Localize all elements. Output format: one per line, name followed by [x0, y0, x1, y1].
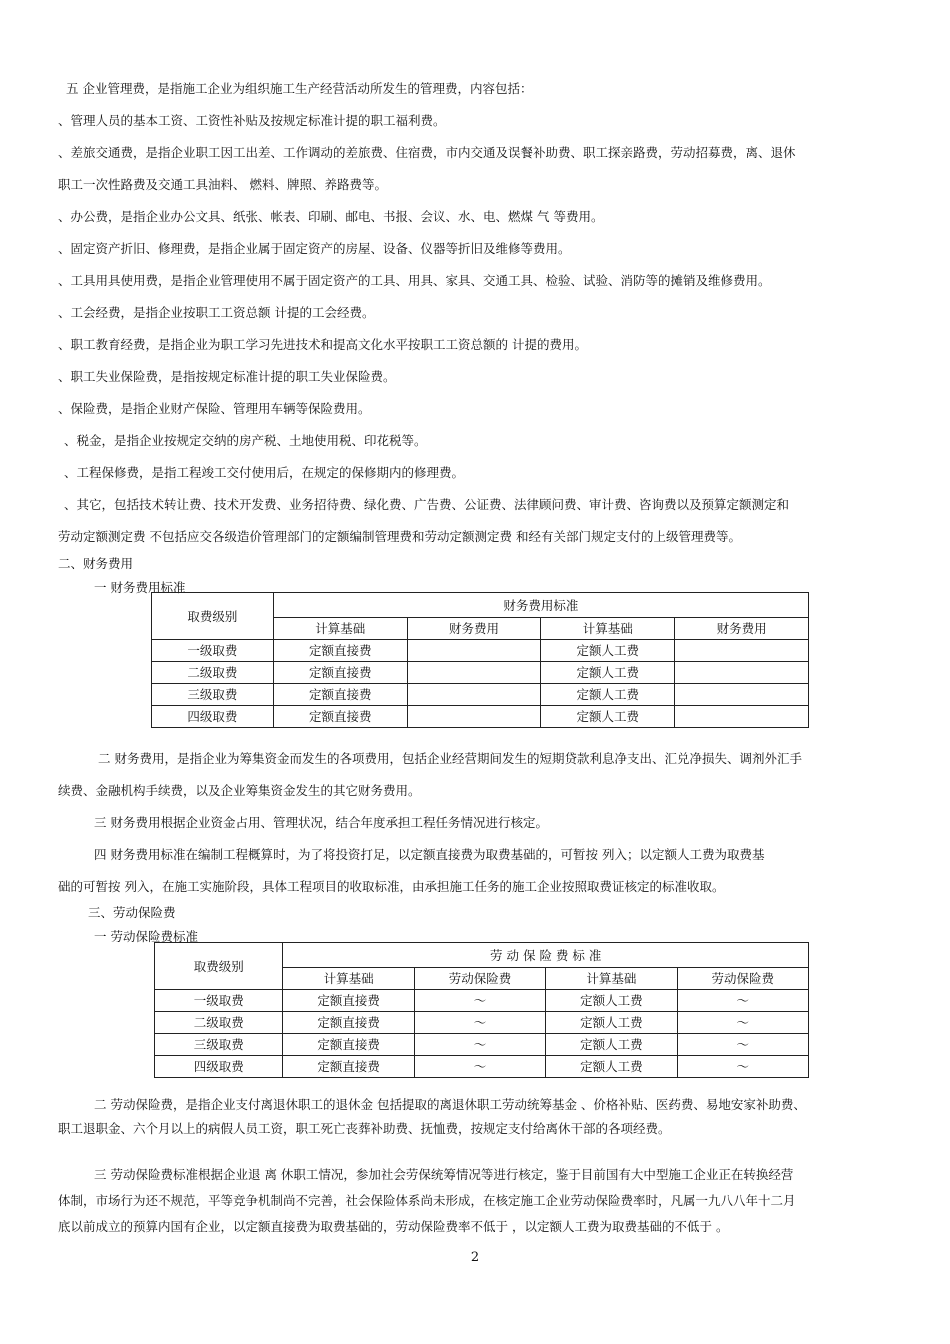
section-heading-management-fee: 五 企业管理费，是指施工企业为组织施工生产经营活动所发生的管理费，内容包括： — [66, 81, 533, 96]
table-cell: 四级取费 — [152, 706, 274, 728]
table-cell: 四级取费 — [155, 1056, 283, 1078]
table-cell: 定额直接费 — [283, 1056, 414, 1078]
table-header-level: 取费级别 — [152, 593, 274, 640]
table-cell — [407, 640, 541, 662]
table-cell: 一级取费 — [155, 990, 283, 1012]
table-row — [155, 1034, 809, 1056]
paragraph: 三 财务费用根据企业资金占用、管理状况，结合年度承担工程任务情况进行核定。 — [94, 815, 548, 830]
table-cell: 定额直接费 — [283, 1034, 414, 1056]
table-header-cell: 计算基础 — [546, 968, 677, 990]
table-cell: 二级取费 — [155, 1012, 283, 1034]
table-row — [155, 1012, 809, 1034]
list-item: 、工程保修费，是指工程竣工交付使用后，在规定的保修期内的修理费。 — [64, 465, 465, 480]
table-header-cell: 财务费用 — [675, 618, 809, 640]
table-cell: 定额直接费 — [273, 684, 407, 706]
table-row — [152, 640, 809, 662]
table-cell: ～ — [677, 1012, 808, 1034]
table-cell — [407, 662, 541, 684]
list-item: 、办公费，是指企业办公文具、纸张、帐表、印刷、邮电、书报、会议、水、电、燃煤 气 等费用。 — [58, 209, 604, 224]
table-cell: 定额直接费 — [283, 990, 414, 1012]
list-item: 、工会经费，是指企业按职工工资总额 计提的工会经费。 — [58, 305, 375, 320]
table-cell: ～ — [677, 990, 808, 1012]
paragraph: 职工退职金、六个月以上的病假人员工资，职工死亡丧葬补助费、抚恤费，按规定支付给离休干部的各项经费。 — [58, 1121, 671, 1136]
list-item: 、保险费，是指企业财产保险、管理用车辆等保险费用。 — [58, 401, 371, 416]
table-cell: 三级取费 — [152, 684, 274, 706]
table-row — [152, 662, 809, 684]
list-item: 、工具用具使用费，是指企业管理使用不属于固定资产的工具、用具、家具、交通工具、检验、试验、消防等的摊销及维修费用。 — [58, 273, 771, 288]
list-item: 、税金，是指企业按规定交纳的房产税、土地使用税、印花税等。 — [64, 433, 427, 448]
subheading-finance-standard: 一 财务费用标准 — [94, 580, 186, 595]
table-header-cell: 计算基础 — [283, 968, 414, 990]
list-item: 职工一次性路费及交通工具油料、 燃料、牌照、养路费等。 — [58, 177, 387, 192]
section-heading-labor-insurance: 三、劳动保险费 — [88, 905, 176, 920]
table-row — [155, 990, 809, 1012]
table-row — [152, 684, 809, 706]
table-header-cell: 劳动保险费 — [414, 968, 545, 990]
paragraph: 础的可暂按 列入，在施工实施阶段，具体工程项目的收取标准，由承担施工任务的施工企业按照取费证核定的标准收取。 — [58, 879, 725, 894]
table-cell — [675, 706, 809, 728]
paragraph: 二 劳动保险费，是指企业支付离退休职工的退休金 包括提取的离退休职工劳动统筹基金 、价格补贴、医药费、易地安家补助费、 — [94, 1097, 806, 1112]
table-header-group: 劳 动 保 险 费 标 准 — [283, 943, 809, 968]
table-cell: 定额人工费 — [541, 662, 675, 684]
list-item: 、管理人员的基本工资、工资性补贴及按规定标准计提的职工福利费。 — [58, 113, 446, 128]
table-cell — [407, 706, 541, 728]
table-row — [155, 1056, 809, 1078]
table-cell — [675, 640, 809, 662]
table-header-cell: 计算基础 — [541, 618, 675, 640]
section-heading-finance: 二、财务费用 — [58, 556, 134, 571]
table-header-cell: 财务费用 — [407, 618, 541, 640]
paragraph: 三 劳动保险费标准根据企业退 离 休职工情况，参加社会劳保统筹情况等进行核定，鉴于目前国有大中型施工企业正在转换经营 — [94, 1167, 794, 1182]
table-header-cell: 计算基础 — [273, 618, 407, 640]
table-cell — [675, 684, 809, 706]
page-number: 2 — [470, 1250, 480, 1265]
table-cell: 定额人工费 — [541, 640, 675, 662]
table-cell: 定额人工费 — [541, 684, 675, 706]
paragraph: 体制，市场行为还不规范，平等竞争机制尚不完善，社会保险体系尚未形成，在核定施工企业劳动保险费率时，凡属一九八八年十二月 — [58, 1193, 796, 1208]
table-cell: 定额直接费 — [273, 640, 407, 662]
list-item: 、固定资产折旧、修理费，是指企业属于固定资产的房屋、设备、仪器等折旧及维修等费用。 — [58, 241, 571, 256]
table-header-level: 取费级别 — [155, 943, 283, 990]
table-cell: 二级取费 — [152, 662, 274, 684]
table-cell: 定额人工费 — [546, 990, 677, 1012]
table-header-group: 财务费用标准 — [273, 593, 808, 618]
table-cell: 一级取费 — [152, 640, 274, 662]
list-item: 、其它，包括技术转让费、技术开发费、业务招待费、绿化费、广告费、公证费、法律顾问费、审计费、咨询费以及预算定额测定和 — [64, 497, 790, 512]
table-cell: ～ — [414, 1012, 545, 1034]
table-cell: ～ — [414, 1034, 545, 1056]
paragraph: 二 财务费用，是指企业为筹集资金而发生的各项费用，包括企业经营期间发生的短期贷款利息净支出、汇兑净损失、调剂外汇手 — [98, 751, 802, 766]
table-cell: 三级取费 — [155, 1034, 283, 1056]
table-cell: 定额人工费 — [546, 1034, 677, 1056]
list-item: 、职工失业保险费，是指按规定标准计提的职工失业保险费。 — [58, 369, 396, 384]
paragraph: 底以前成立的预算内国有企业，以定额直接费为取费基础的，劳动保险费率不低于 ，以定额人工费为取费基础的不低于 。 — [58, 1219, 729, 1234]
finance-standard-table — [151, 592, 809, 728]
paragraph: 四 财务费用标准在编制工程概算时，为了将投资打足，以定额直接费为取费基础的，可暂按 列入；以定额人工费为取费基 — [94, 847, 765, 862]
list-item: 、差旅交通费，是指企业职工因工出差、工作调动的差旅费、住宿费，市内交通及误餐补助费、职工探亲路费，劳动招募费，离、退休 — [58, 145, 796, 160]
table-header-cell: 劳动保险费 — [677, 968, 808, 990]
table-cell: 定额直接费 — [273, 662, 407, 684]
paragraph: 续费、金融机构手续费，以及企业筹集资金发生的其它财务费用。 — [58, 783, 421, 798]
table-cell: ～ — [414, 1056, 545, 1078]
list-item: 劳动定额测定费 不包括应交各级造价管理部门的定额编制管理费和劳动定额测定费 和经有关部门规定支付的上级管理费等。 — [58, 529, 741, 544]
table-cell: 定额人工费 — [541, 706, 675, 728]
table-cell: ～ — [677, 1034, 808, 1056]
table-row — [152, 706, 809, 728]
table-cell: 定额人工费 — [546, 1056, 677, 1078]
table-cell: 定额直接费 — [283, 1012, 414, 1034]
table-cell: ～ — [414, 990, 545, 1012]
table-cell: ～ — [677, 1056, 808, 1078]
table-cell: 定额人工费 — [546, 1012, 677, 1034]
table-cell — [675, 662, 809, 684]
table-cell: 定额直接费 — [273, 706, 407, 728]
subheading-labor-standard: 一 劳动保险费标准 — [94, 929, 198, 944]
labor-insurance-table — [154, 942, 809, 1078]
table-cell — [407, 684, 541, 706]
list-item: 、职工教育经费，是指企业为职工学习先进技术和提高文化水平按职工工资总额的 计提的费用。 — [58, 337, 587, 352]
